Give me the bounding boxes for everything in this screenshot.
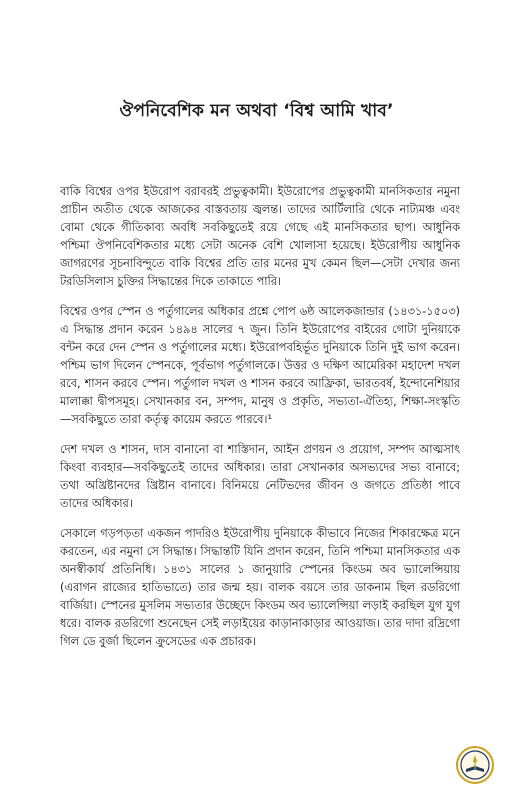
chapter-title: ঔপনিবেশিক মন অথবা ‘বিশ্ব আমি খাব’	[119, 101, 394, 121]
paragraph-3: দেশ দখল ও শাসন, দাস বানানো বা শাস্তিদান, আইন প্রণয়ন ও প্রয়োগ, সম্পদ আত্মসাৎ কিংবা ব্যবহার—সবকিছুতেই তাদের অধিকার। তারা সেখানকার অসভ্যদের সভ্য বানাবে; তথা অখ্রিষ্টানদের খ্রিষ্টান বানাবে। বিনিময়ে নেটিভদের জীবন ও জগতে প্রতিষ্ঠা পাবে তাদের অধিকার।	[60, 443, 460, 510]
paragraph-2: বিশ্বের ওপর স্পেন ও পর্তুগালের অধিকার প্রশ্নে পোপ ৬ষ্ঠ আলেকজান্ডার (১৪৩১-১৫০৩) এ সিদ্ধান্ত প্রদান করেন ১৪৯৪ সালের ৭ জুন। তিনি ইউরোপের বাইরের গোটা দুনিয়াকে বন্টন করে দেন স্পেন ও পর্তুগালের মধ্যে। ইউরোপবহির্ভূত দুনিয়াকে তিনি দুই ভাগ করেন। পশ্চিম ভাগ দিলেন স্পেনকে, পূর্বভাগ পর্তুগালকে। উত্তর ও দক্ষিণ আমেরিকা মহাদেশ দখল রবে, শাসন করবে স্পেন। পর্তুগাল দখল ও শাসন করবে আফ্রিকা, ভারতবর্ষ, ইন্দোনেশিয়ার মালাক্কা দ্বীপসমূহ। সেখানকার বন, সম্পদ, মানুষ ও প্রকৃতি, সভ্যতা-ঐতিহ্য, শিক্ষা-সংস্কৃতি—সবকিছুতে তারা কর্তৃত্ব কায়েম করতে পারবে।¹	[60, 305, 460, 426]
paragraph-4: সেকালে গড়পড়তা একজন পাদরিও ইউরোপীয় দুনিয়াকে কীভাবে নিজের শিকারক্ষেত্র মনে করতেন, এর নমুনা সে সিদ্ধান্ত। সিদ্ধান্তটি যিনি প্রদান করেন, তিনি পশ্চিমা মানসিকতার এক অনস্বীকার্য প্রতিনিধি। ১৪৩১ সালের ১ জানুয়ারি স্পেনের কিংডম অব ভ্যালেন্সিয়ায় (এরাগন রাজ্যের হাতিভাতে) তার জন্ম হয়। বালক বয়সে তার ডাকনাম ছিল রডরিগো বার্জিয়া। স্পেনের মুসলিম সভ্যতার উচ্ছেদে কিংডম অব ভ্যালেন্সিয়া লড়াই করছিল যুগ যুগ ধরে। বালক রডরিগো শুনেছেন সেই লড়াইয়ের কাড়ানাকাড়ার আওয়াজ। তার দাদা রদ্রিগো গিল ডে বুর্জা ছিলেন ক্রুসেডের এক প্রচারক।	[60, 527, 460, 648]
paragraph-1: বাকি বিশ্বের ওপর ইউরোপ বরাবরই প্রভুত্বকামী। ইউরোপের প্রভুত্বকামী মানসিকতার নমুনা প্রাচীন অতীত থেকে আজকের বাস্তবতায় জ্বলন্ত। তাদের আর্টিলারি থেকে নাট্যমঞ্চ এবং বোমা থেকে গীতিকাব্য অবধি সবকিছুতেই রয়ে গেছে এই মানসিকতার ছাপ। আধুনিক পশ্চিমা ঔপনিবেশিকতার মধ্যে সেটা অনেক বেশি খোলাসা হয়েছে। ইউরোপীয় আধুনিক জাগরণের সূচনাবিন্দুতে বাকি বিশ্বের প্রতি তার মনের মুখ কেমন ছিল—সেটা দেখার জন্য টরডিসিলাস চুক্তির সিদ্ধান্তের দিকে তাকাতে পারি।	[60, 185, 460, 288]
publisher-logo-icon	[455, 745, 495, 785]
chapter-body	[60, 183, 460, 663]
